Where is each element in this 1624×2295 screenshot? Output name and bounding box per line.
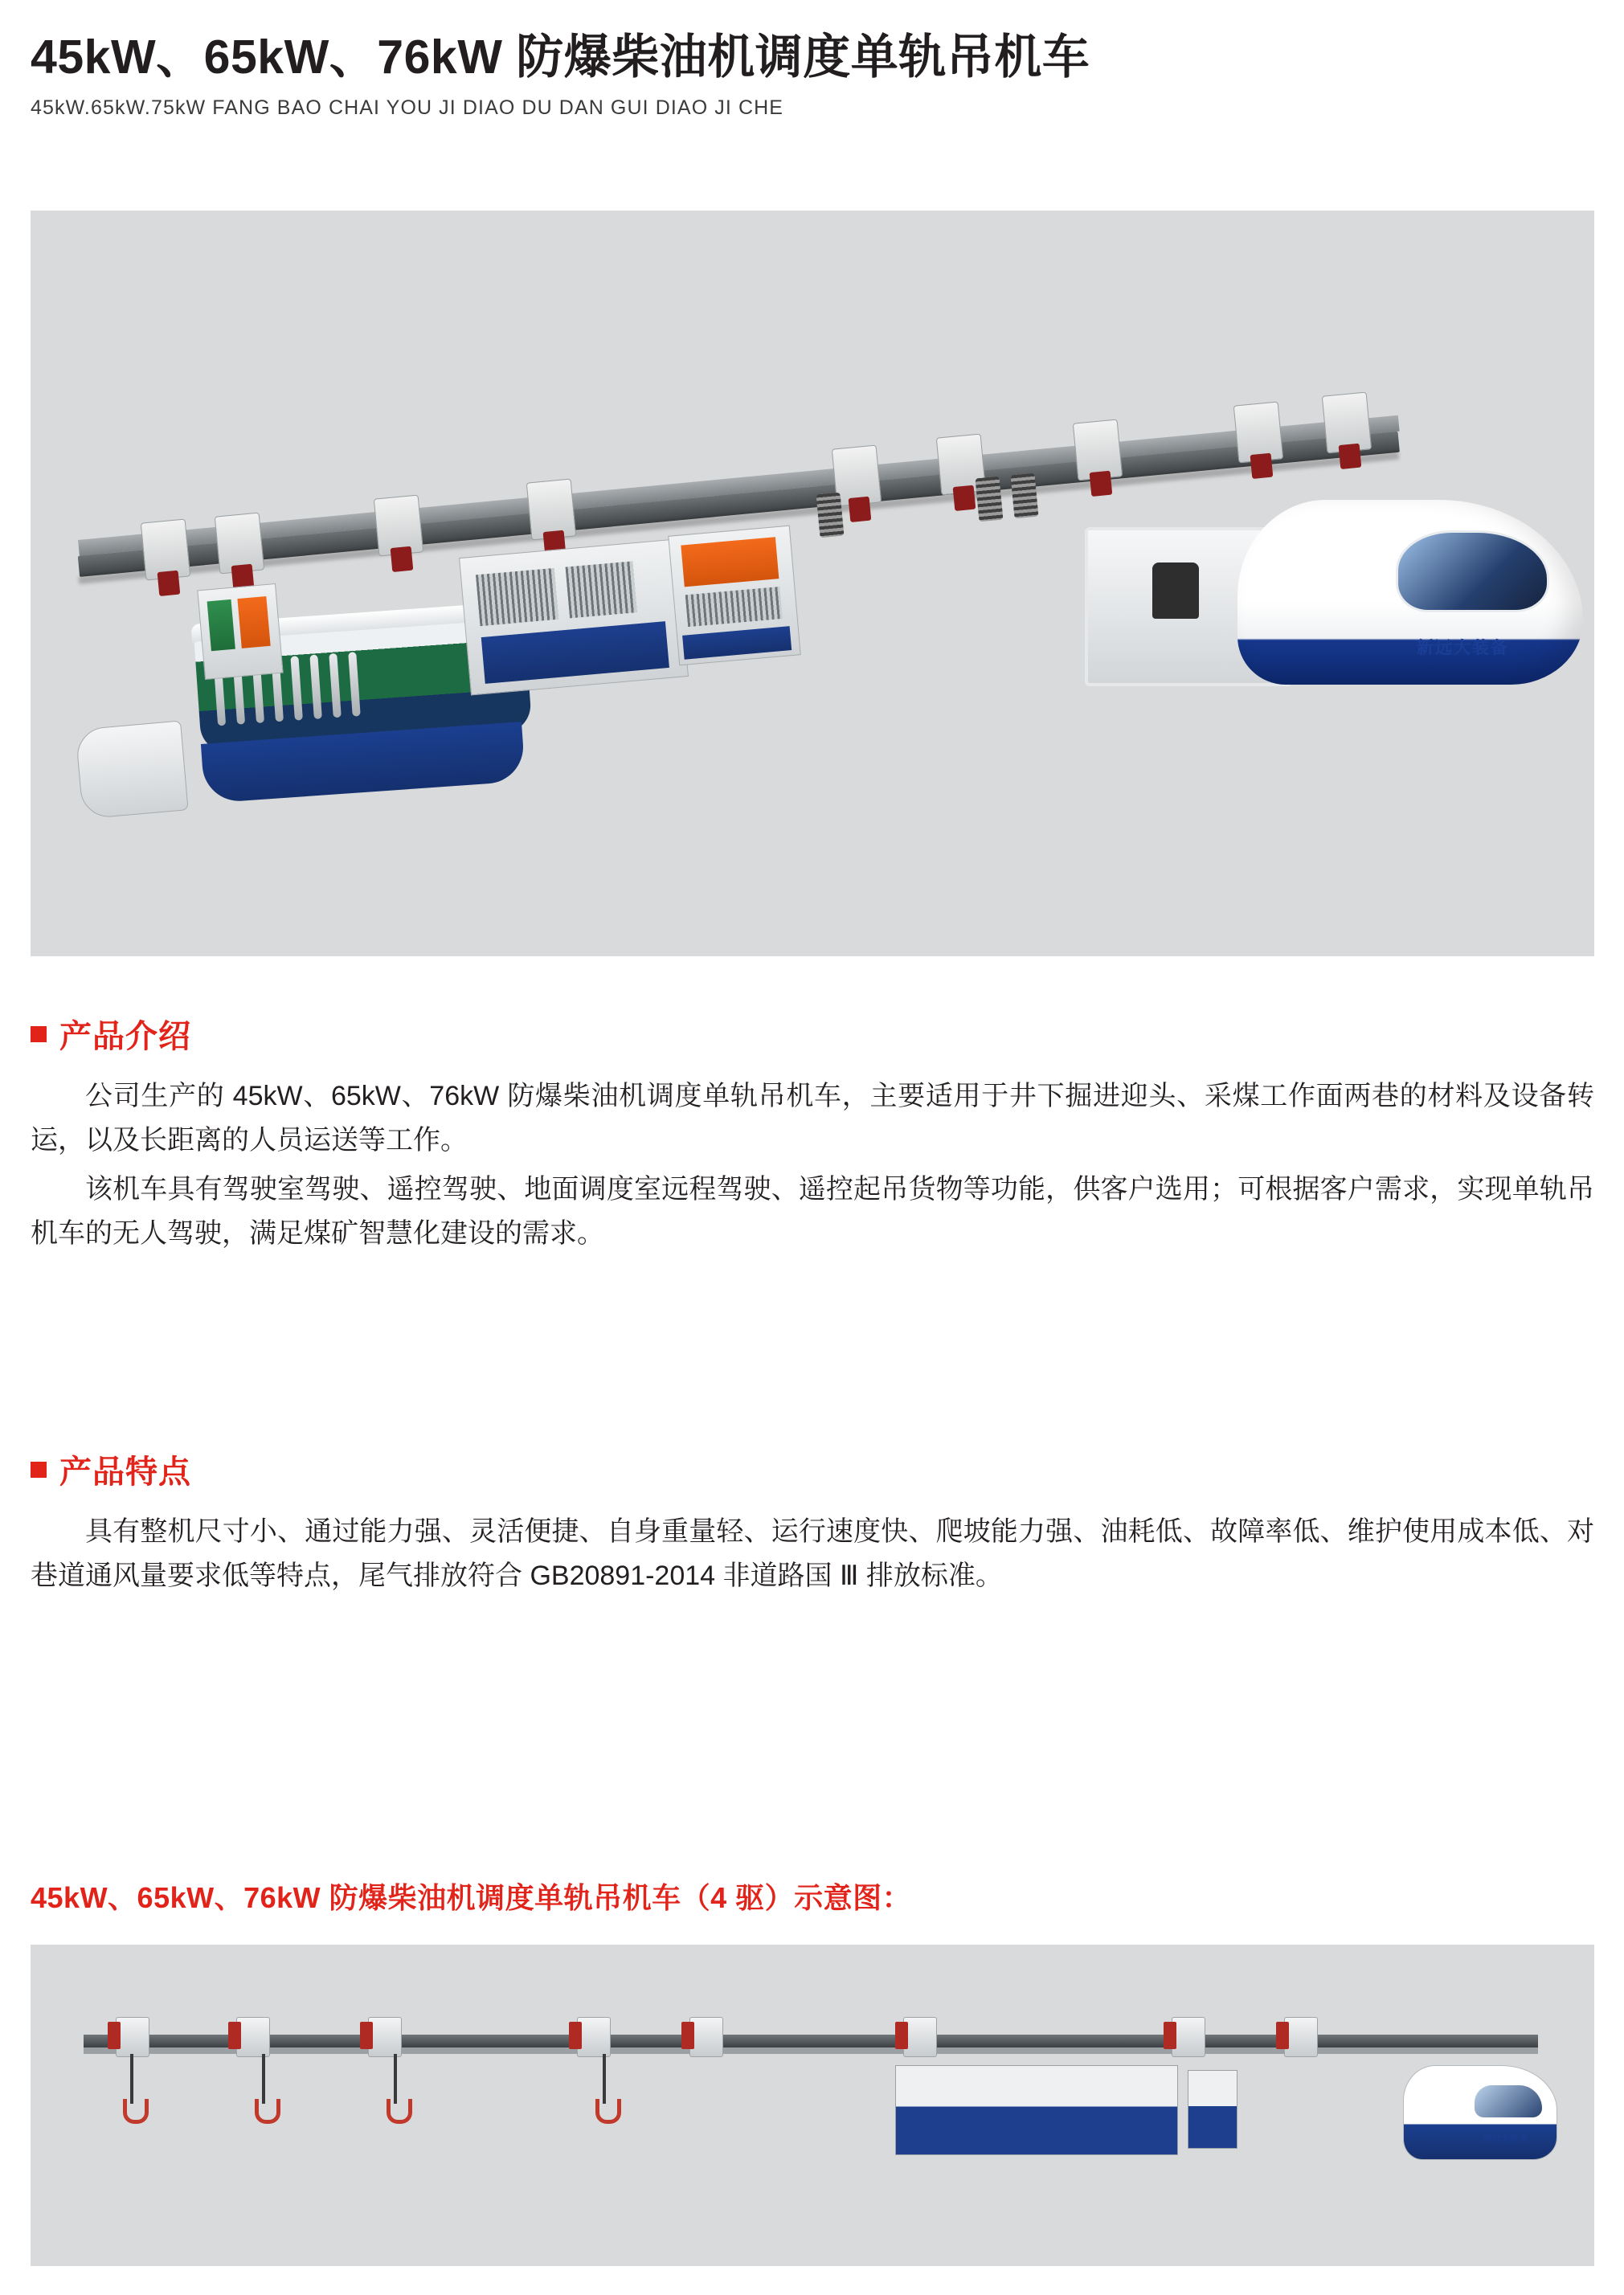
tail-unit xyxy=(75,720,188,819)
diagram-locomotive xyxy=(1403,2065,1557,2160)
diagram-clamp xyxy=(569,2022,582,2049)
diagram-caption: 45kW、65kW、76kW 防爆柴油机调度单轨吊机车（4 驱）示意图： xyxy=(31,1881,912,1914)
trolley-carrier xyxy=(141,519,191,581)
section-heading xyxy=(31,1446,1594,1492)
diagram-trolley xyxy=(689,2017,723,2057)
control-unit xyxy=(459,538,689,695)
trolley-carrier xyxy=(1233,402,1284,464)
diagram-lifting-hook xyxy=(394,2054,397,2104)
fuel-unit xyxy=(197,583,283,680)
page-title: 45kW、65kW、76kW 防爆柴油机调度单轨吊机车 xyxy=(31,31,1090,84)
diagram-clamp xyxy=(681,2022,694,2049)
section-product-features xyxy=(31,1446,1594,1598)
driver-seat xyxy=(1152,562,1199,619)
diagram-brand-label: 新远大装备 xyxy=(1483,2134,1528,2144)
diagram-trolley xyxy=(116,2017,149,2057)
suspension-damper xyxy=(816,493,845,538)
paragraph: 该机车具有驾驶室驾驶、遥控驾驶、地面调度室远程驾驶、遥控起吊货物等功能，供客户选用；可根据客户需求，实现单轨吊机车的无人驾驶，满足煤矿智慧化建设的需求。 xyxy=(31,1174,1594,1250)
suspension-damper xyxy=(1011,473,1039,519)
hero-illustration xyxy=(31,211,1594,956)
diagram-trolley xyxy=(1284,2017,1318,2057)
trolley-carrier xyxy=(215,513,265,575)
locomotive xyxy=(1085,476,1583,717)
section-heading-text: 产品特点 xyxy=(59,1454,191,1490)
section-heading xyxy=(31,1011,1594,1057)
diagram-cab-window xyxy=(1475,2085,1542,2117)
hero-product-image xyxy=(31,211,1594,956)
engine-unit xyxy=(668,526,801,666)
diagram-rail-beam xyxy=(84,2035,1538,2048)
page-subtitle: 45kW.65kW.75kW FANG BAO CHAI YOU JI DIAO DU DAN GUI DIAO JI CHE xyxy=(31,96,784,119)
schematic-diagram xyxy=(31,1945,1594,2266)
diagram-trolley xyxy=(1172,2017,1205,2057)
diagram-trolley xyxy=(236,2017,270,2057)
diagram-clamp xyxy=(1164,2022,1176,2049)
section-product-intro xyxy=(31,1011,1594,1256)
trolley-carrier xyxy=(1322,392,1372,454)
trolley-carrier xyxy=(1073,419,1123,481)
diagram-clamp xyxy=(228,2022,241,2049)
trolley-carrier xyxy=(526,479,577,541)
diagram-clamp xyxy=(1276,2022,1289,2049)
title-block xyxy=(31,31,1557,120)
suspension-damper xyxy=(976,477,1004,522)
diagram-rail-lower xyxy=(84,2048,1538,2054)
paragraph: 公司生产的 45kW、65kW、76kW 防爆柴油机调度单轨吊机车，主要适用于井下掘进迎头、采煤工作面两巷的材料及设备转运，以及长距离的人员运送等工作。 xyxy=(31,1081,1594,1156)
diagram-trolley xyxy=(903,2017,937,2057)
bullet-square-icon xyxy=(31,1026,47,1042)
bullet-square-icon xyxy=(31,1462,47,1478)
paragraph: 具有整机尺寸小、通过能力强、灵活便捷、自身重量轻、运行速度快、爬坡能力强、油耗低、故障率低、维护使用成本低、对巷道通风量要求低等特点，尾气排放符合 GB20891-2014 非道路国 Ⅲ 排放标准。 xyxy=(31,1516,1594,1592)
diagram-fuel-unit xyxy=(1188,2070,1237,2149)
diagram-trolley xyxy=(577,2017,611,2057)
diagram-power-unit xyxy=(895,2065,1178,2155)
diagram-lifting-hook xyxy=(130,2054,133,2104)
diagram-lifting-hook xyxy=(603,2054,606,2104)
section-heading-text: 产品介绍 xyxy=(59,1019,191,1054)
diagram-clamp xyxy=(108,2022,121,2049)
diagram-trolley xyxy=(368,2017,402,2057)
diagram-lifting-hook xyxy=(262,2054,265,2104)
diagram-clamp xyxy=(895,2022,908,2049)
brand-label: 新远大装备 xyxy=(1417,639,1509,657)
cab-window xyxy=(1396,530,1549,612)
trolley-carrier xyxy=(374,495,424,557)
diagram-clamp xyxy=(360,2022,373,2049)
